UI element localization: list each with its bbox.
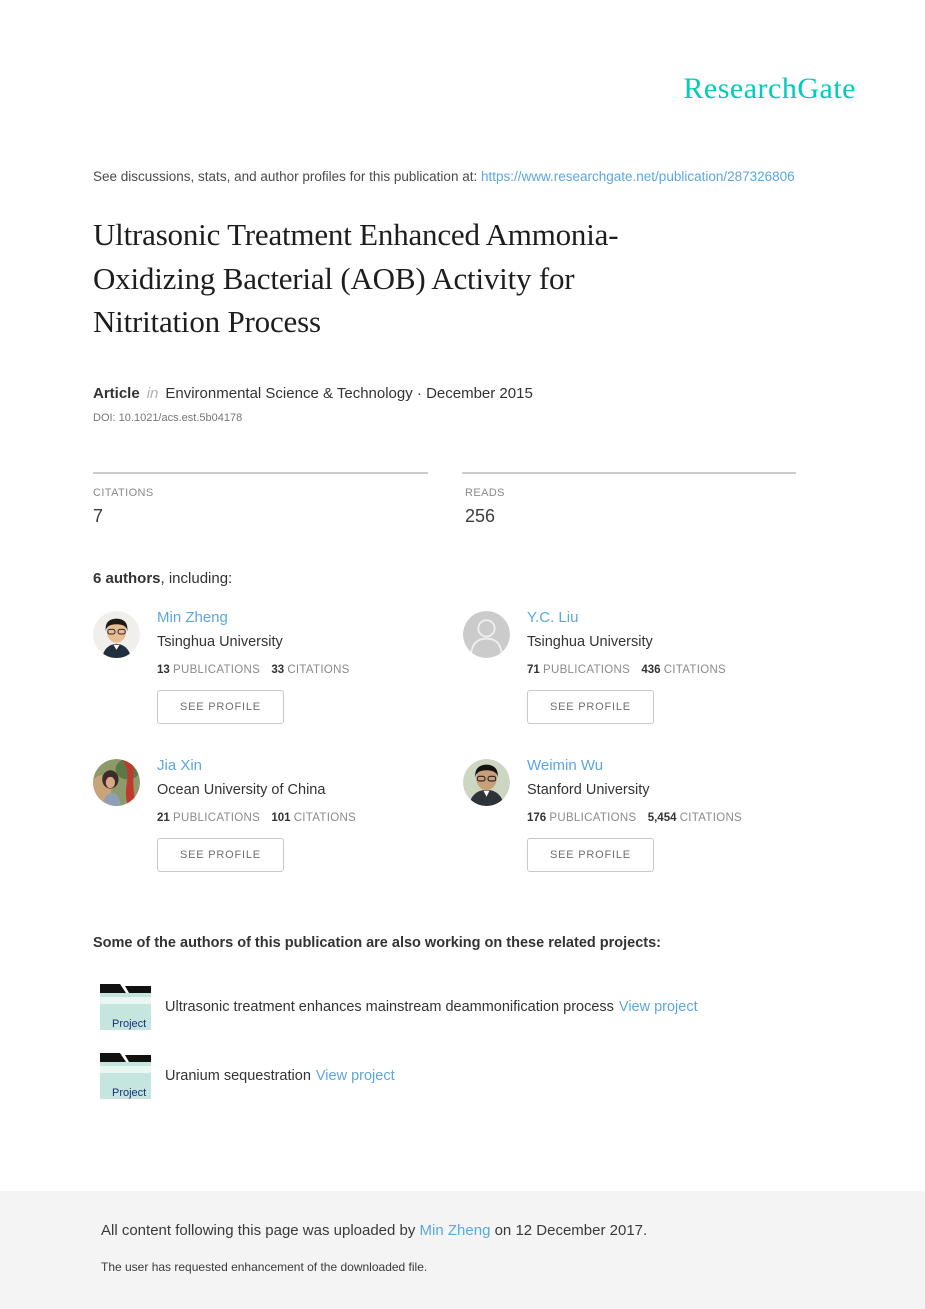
authors-heading-rest: , including: <box>160 570 233 587</box>
footer-upload-note <box>101 1222 647 1239</box>
author-name-link[interactable]: Y.C. Liu <box>527 609 579 626</box>
project-title: Ultrasonic treatment enhances mainstream deammonification process <box>165 999 614 1015</box>
reads-label: READS <box>465 487 505 499</box>
article-in-word: in <box>146 385 159 402</box>
citations-label: CITATIONS <box>93 487 154 499</box>
citations-count: 436 <box>641 664 661 676</box>
svg-text:Project: Project <box>112 1087 147 1099</box>
author-card-weimin-wu <box>463 757 813 877</box>
avatar-photo-woman-outdoors <box>93 759 140 806</box>
paper-title-line-2: Oxidizing Bacterial (AOB) Activity for <box>93 260 575 296</box>
publication-url-link[interactable]: https://www.researchgate.net/publication/287326806 <box>480 169 795 184</box>
publications-count: 21 <box>157 812 170 824</box>
project-row-deammonification <box>99 984 859 1032</box>
author-name-link[interactable]: Min Zheng <box>157 609 228 626</box>
citations-count: 5,454 <box>647 812 677 824</box>
author-name-link[interactable]: Jia Xin <box>157 757 203 774</box>
project-title-line <box>165 999 698 1015</box>
publications-label: PUBLICATIONS <box>173 664 261 676</box>
avatar-photo-man-suit-glasses <box>463 759 510 806</box>
avatar-weimin-wu[interactable] <box>463 759 510 806</box>
researchgate-logo[interactable]: ResearchGate <box>683 72 856 105</box>
citations-divider <box>93 472 428 474</box>
author-card-jia-xin <box>93 757 443 877</box>
svg-text:Project: Project <box>112 1018 147 1030</box>
avatar-photo-young-man-glasses <box>93 611 140 658</box>
paper-title-line-1: Ultrasonic Treatment Enhanced Ammonia- <box>93 217 619 252</box>
see-profile-button[interactable]: SEE PROFILE <box>527 690 654 724</box>
project-folder-icon <box>99 984 152 1031</box>
publications-count: 13 <box>157 664 170 676</box>
author-info <box>157 609 358 724</box>
avatar-jia-xin[interactable] <box>93 759 140 806</box>
author-info <box>157 757 364 872</box>
see-profile-button[interactable]: SEE PROFILE <box>157 838 284 872</box>
author-card-yc-liu <box>463 609 813 729</box>
avatar-default-person-silhouette <box>463 611 510 658</box>
publications-count: 176 <box>527 812 547 824</box>
author-info <box>527 609 734 724</box>
publications-label: PUBLICATIONS <box>543 664 631 676</box>
citations-value: 7 <box>93 506 104 526</box>
footer-uploader-link[interactable]: Min Zheng <box>419 1222 491 1239</box>
publications-count: 71 <box>527 664 540 676</box>
citations-count: 101 <box>271 812 291 824</box>
citations-label: CITATIONS <box>293 812 357 824</box>
publications-label: PUBLICATIONS <box>549 812 637 824</box>
reads-value: 256 <box>465 506 496 526</box>
project-row-uranium <box>99 1053 859 1101</box>
footer-bar <box>0 1191 925 1309</box>
avatar-min-zheng[interactable] <box>93 611 140 658</box>
paper-title-line-3: Nitritation Process <box>93 304 321 339</box>
author-stats <box>527 812 750 824</box>
project-folder-icon <box>99 1053 152 1100</box>
authors-heading <box>93 570 232 587</box>
footer-upload-prefix: All content following this page was uploaded by <box>101 1222 420 1239</box>
project-title: Uranium sequestration <box>165 1068 311 1084</box>
article-type-label: Article <box>93 385 140 402</box>
footer-upload-suffix: on 12 December 2017. <box>490 1222 648 1239</box>
author-stats <box>157 664 358 676</box>
footer-enhancement-note: The user has requested enhancement of the downloaded file. <box>101 1260 428 1274</box>
citations-label: CITATIONS <box>663 664 727 676</box>
project-title-line <box>165 1068 395 1084</box>
related-projects-heading: Some of the authors of this publication are also working on these related projects: <box>93 935 662 951</box>
doi-line: DOI: 10.1021/acs.est.5b04178 <box>93 412 243 424</box>
view-project-link[interactable]: View project <box>618 999 698 1015</box>
author-info <box>527 757 750 872</box>
discussion-note-text: See discussions, stats, and author profiles for this publication at: <box>93 169 481 184</box>
author-card-min-zheng <box>93 609 443 729</box>
citations-label: CITATIONS <box>287 664 350 676</box>
article-info <box>93 385 533 402</box>
paper-title <box>93 213 813 344</box>
author-stats <box>527 664 734 676</box>
publications-label: PUBLICATIONS <box>173 812 261 824</box>
see-profile-button[interactable]: SEE PROFILE <box>157 690 284 724</box>
author-affiliation: Stanford University <box>527 782 650 798</box>
avatar-yc-liu[interactable] <box>463 611 510 658</box>
author-affiliation: Tsinghua University <box>157 634 283 650</box>
citations-count: 33 <box>271 664 285 676</box>
reads-divider <box>462 472 796 474</box>
author-affiliation: Ocean University of China <box>157 782 326 798</box>
authors-count: 6 authors <box>93 570 161 587</box>
discussion-note <box>93 169 795 184</box>
author-name-link[interactable]: Weimin Wu <box>527 757 604 774</box>
citations-label: CITATIONS <box>679 812 743 824</box>
author-affiliation: Tsinghua University <box>527 634 653 650</box>
see-profile-button[interactable]: SEE PROFILE <box>527 838 654 872</box>
author-stats <box>157 812 364 824</box>
article-source[interactable]: Environmental Science & Technology · December 2015 <box>165 385 533 402</box>
view-project-link[interactable]: View project <box>315 1068 395 1084</box>
